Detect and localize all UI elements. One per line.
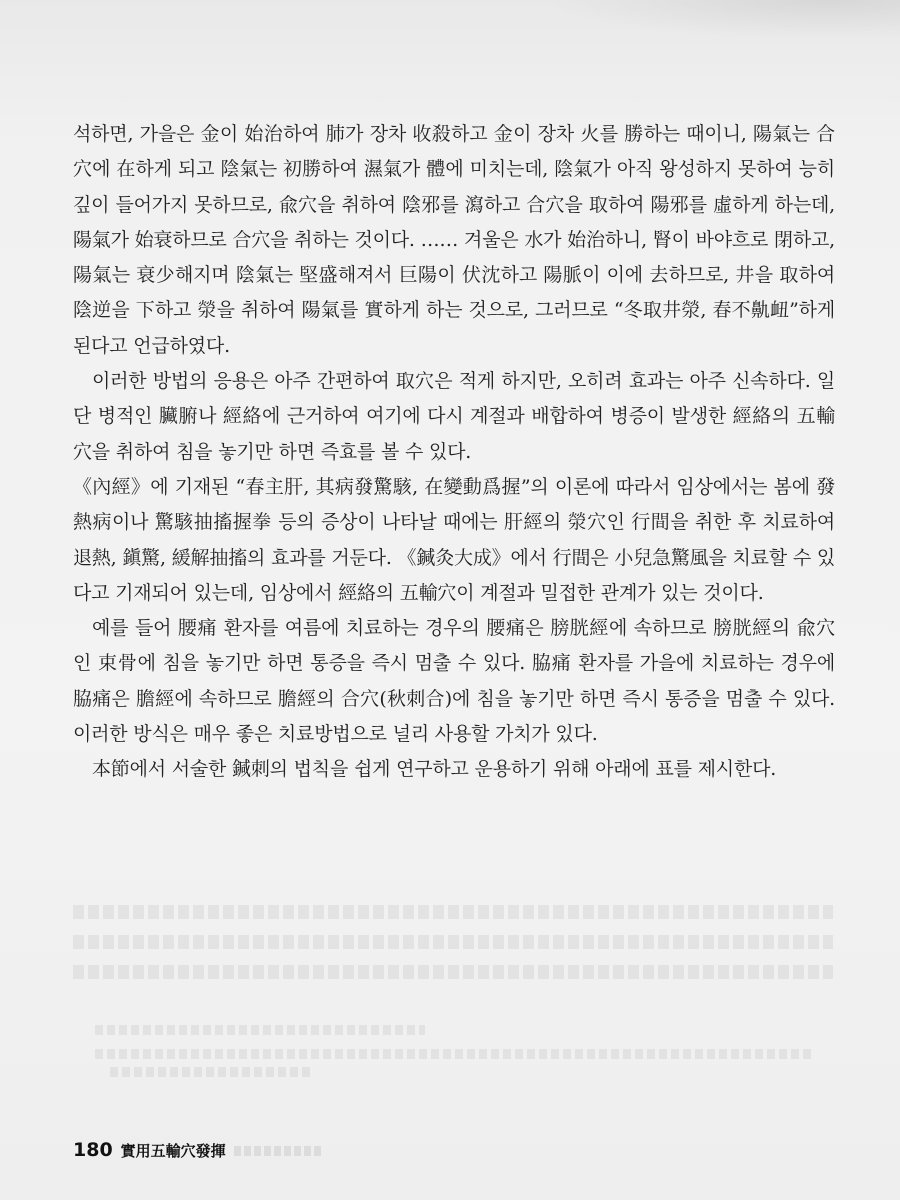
page-number: 180 (73, 1139, 113, 1161)
bleed-through-line (95, 1049, 815, 1059)
paragraph-3: 《內經》에 기재된 “春主肝, 其病發驚駭, 在變動爲握”의 이론에 따라서 임상에서는 봄에 發熱病이나 驚駭抽搐握拳 등의 증상이 나타날 때에는 肝經의 滎穴인 行間을 취한 후 치료하여 退熱, 鎭驚, 緩解抽搐의 효과를 거둔다. 《鍼灸大成》에서 行間은 小兒急驚風을 치료할 수 있다고 기재되어 있는데, 임상에서 經絡의 五輸穴이 계절과 밀접한 관계가 있는 것이다. (73, 475, 835, 604)
running-title: 實用五輸穴發揮 (120, 1142, 226, 1160)
paragraph-2: 이러한 방법의 응용은 아주 간편하여 取穴은 적게 하지만, 오히려 효과는 아주 신속하다. 일단 병적인 臟腑나 經絡에 근거하여 여기에 다시 계절과 배합하여 병증이 발생한 經絡의 五輸穴을 취하여 침을 놓기만 하면 즉효를 볼 수 있다. (73, 370, 835, 463)
bleed-through-line (95, 1025, 425, 1035)
bleed-through-line (234, 1146, 324, 1156)
bleed-through-line (73, 905, 833, 919)
body-text (73, 117, 835, 788)
bleed-through-line (73, 935, 833, 949)
paragraph-1: 석하면, 가을은 金이 始治하여 肺가 장차 收殺하고 金이 장차 火를 勝하는 때이니, 陽氣는 合穴에 在하게 되고 陰氣는 初勝하여 濕氣가 體에 미치는데, 陰氣가 아직 왕성하지 못하여 능히 깊이 들어가지 못하므로, 兪穴을 취하여 陰邪를 瀉하고 合穴을 取하여 陽邪를 虛하게 하는데, 陽氣가 始衰하므로 合穴을 취하는 것이다. …… 겨울은 水가 始治하니, 腎이 바야흐로 閉하고, 陽氣는 衰少해지며 陰氣는 堅盛해져서 巨陽이 伏沈하고 陽脈이 이에 去하므로, 井을 取하여 陰逆을 下하고 滎을 취하여 陽氣를 實하게 하는 것으로, 그러므로 “冬取井滎, 春不鼽衄”하게 된다고 언급하였다. (73, 123, 835, 357)
page-footer (73, 1139, 324, 1161)
page-shadow (540, 0, 900, 40)
bleed-through-line (73, 965, 833, 979)
paragraph-5: 本節에서 서술한 鍼刺의 법칙을 쉽게 연구하고 운용하기 위해 아래에 표를 제시한다. (92, 758, 777, 781)
bleed-through-line (110, 1067, 310, 1077)
paragraph-4: 예를 들어 腰痛 환자를 여름에 치료하는 경우의 腰痛은 膀胱經에 속하므로 膀胱經의 兪穴인 束骨에 침을 놓기만 하면 통증을 즉시 멈출 수 있다. 脇痛 환자를 가을에 치료하는 경우에 脇痛은 膽經에 속하므로 膽經의 合穴(秋刺合)에 침을 놓기만 하면 즉시 통증을 멈출 수 있다. 이러한 방식은 매우 좋은 치료방법으로 널리 사용할 가치가 있다. (73, 617, 835, 746)
